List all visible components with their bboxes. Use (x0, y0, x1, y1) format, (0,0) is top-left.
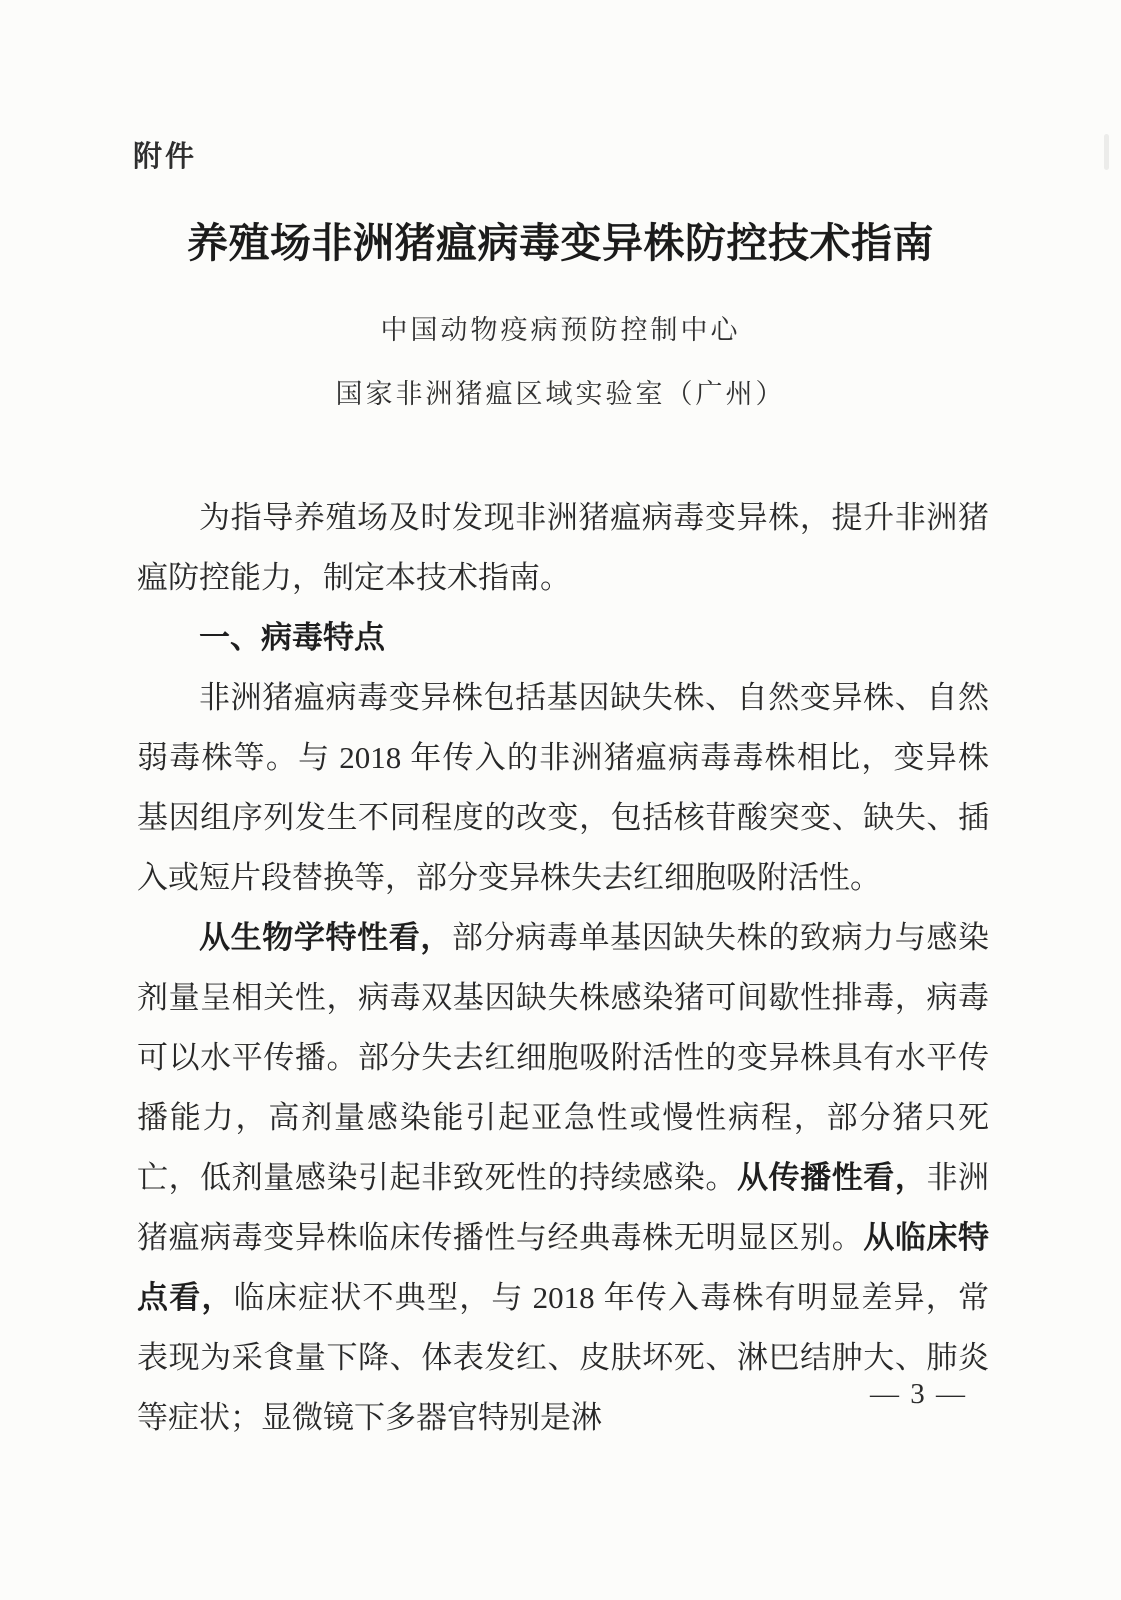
paragraph-variant-overview: 非洲猪瘟病毒变异株包括基因缺失株、自然变异株、自然弱毒株等。与 2018 年传入的非洲猪瘟病毒毒株相比，变异株基因组序列发生不同程度的改变，包括核苷酸突变、缺失、插入或短片段替换等，部分变异株失去红细胞吸附活性。 (137, 680, 989, 895)
org-name-line-2: 国家非洲猪瘟区域实验室（广州） (335, 379, 786, 409)
org-name-line-1: 中国动物疫病预防控制中心 (380, 315, 741, 345)
text-clinical-features: 临床症状不典型，与 2018 年传入毒株有明显差异，常表现为采食量下降、体表发红、皮肤坏死、淋巴结肿大、肺炎等症状；显微镜下多器官特别是淋 (137, 1280, 990, 1435)
text-transmissibility: 非洲猪瘟病毒变异株临床传播性与经典毒株无明显区别。 (137, 1160, 990, 1255)
text-biological-traits: 部分病毒单基因缺失株的致病力与感染剂量呈相关性，病毒双基因缺失株感染猪可间歇性排毒，病毒可以水平传播。部分失去红细胞吸附活性的变异株具有水平传播能力，高剂量感染能引起亚急性或慢性病程，部分猪只死亡，低剂量感染引起非致死性的持续感染。 (137, 920, 989, 1195)
bold-phrase-transmissibility: 从传播性看， (736, 1160, 927, 1195)
bold-phrase-biological-traits: 从生物学特性看， (199, 920, 452, 955)
attachment-label: 附件 (133, 141, 198, 173)
bold-phrase-clinical-features: 从临床特点看， (137, 1220, 990, 1315)
document-title: 养殖场非洲猪瘟病毒变异株防控技术指南 (187, 220, 934, 266)
section-heading-virus-features: 一、病毒特点 (199, 620, 385, 655)
paragraph-variant-traits (137, 908, 989, 1448)
intro-paragraph: 为指导养殖场及时发现非洲猪瘟病毒变异株，提升非洲猪瘟防控能力，制定本技术指南。 (137, 500, 989, 595)
scan-artifact-mark (1104, 134, 1109, 170)
page-number: — 3 — (870, 1378, 967, 1410)
document-body (137, 488, 989, 1448)
